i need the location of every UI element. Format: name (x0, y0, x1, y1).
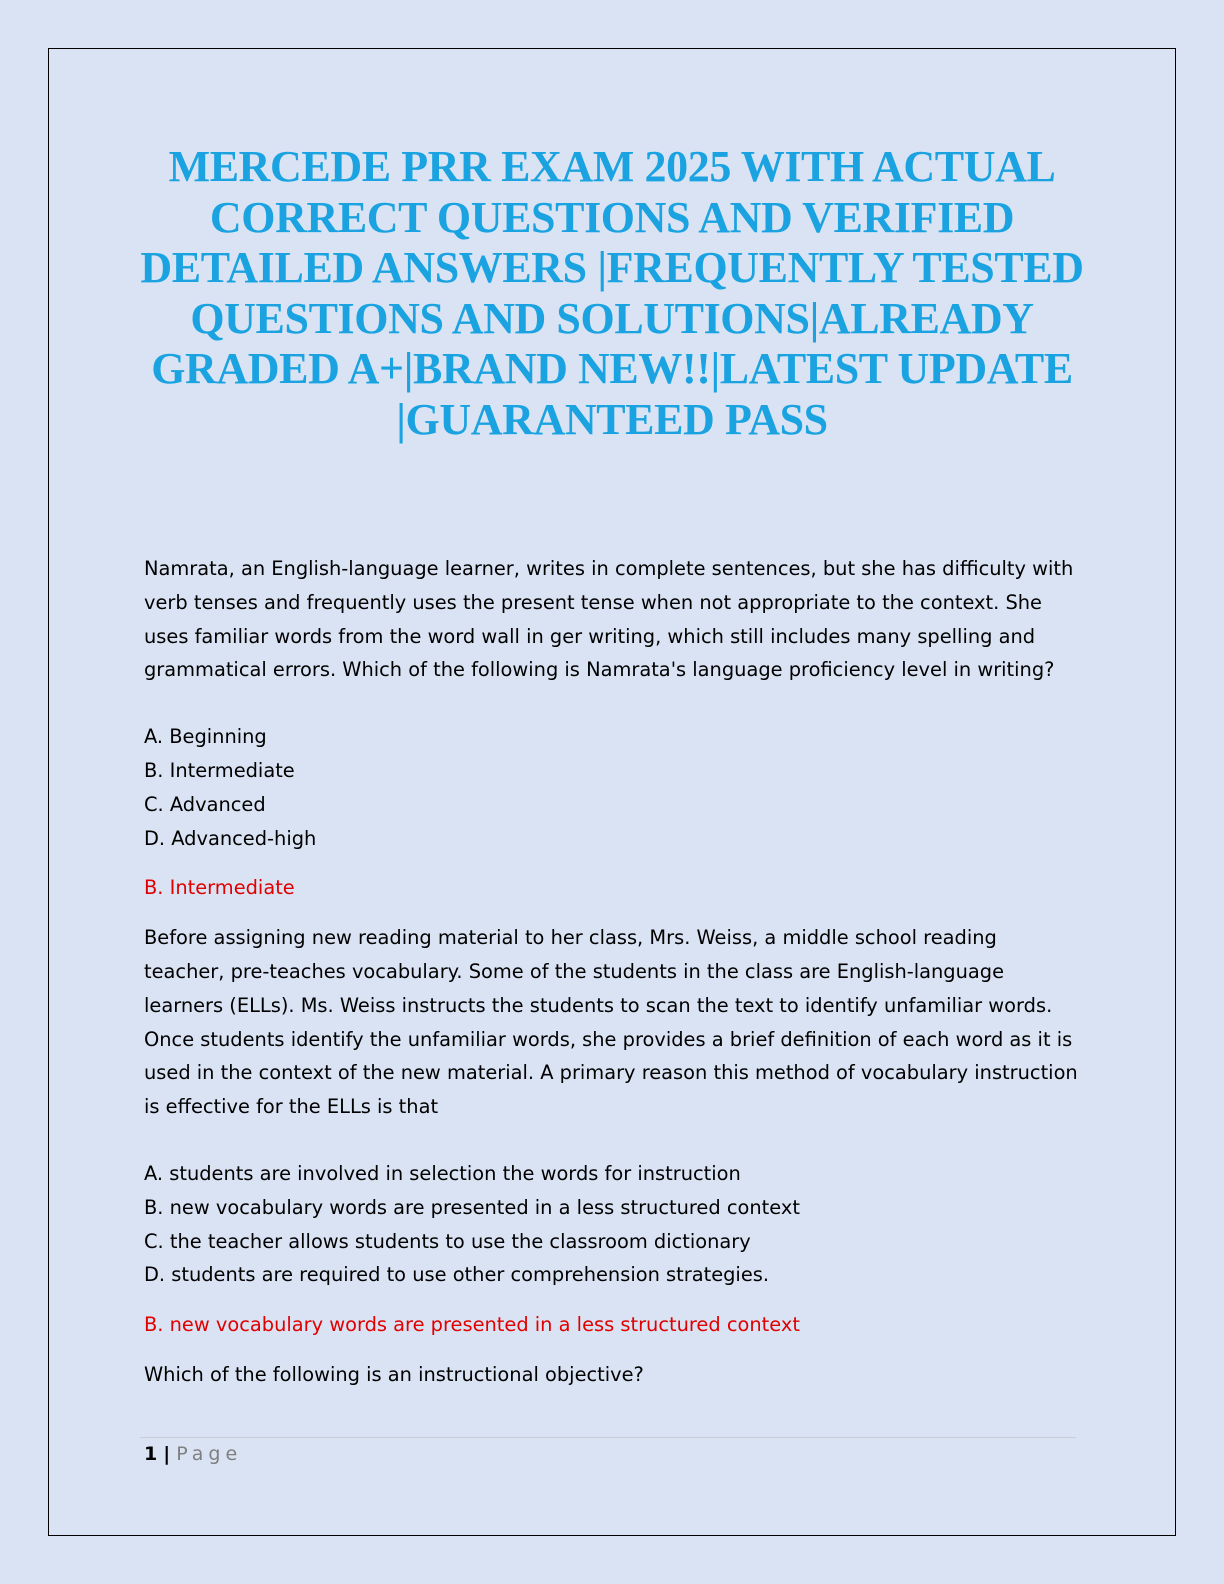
question-1-answer: B. Intermediate (144, 876, 295, 900)
question-1-option-c: C. Advanced (144, 792, 266, 816)
question-2-text: Before assigning new reading material to her class, Mrs. Weiss, a middle school reading teacher, pre-teaches vocabulary. Some of the students in the class are English-language learners (ELLs). Ms. Weiss instructs the students to scan the text to identify unfamiliar words. Once students identify the unfamiliar words, she provides a brief definition of each word as it is used in the context of the new material. A primary reason this method of vocabulary instruction is effective for the ELLs is that (144, 926, 1078, 1119)
question-1-options (144, 720, 1079, 855)
page-number: 1 (144, 1443, 158, 1465)
question-1-option-b: B. Intermediate (144, 758, 295, 782)
question-2-option-b: B. new vocabulary words are presented in a less structured context (144, 1195, 800, 1219)
question-1-option-a: A. Beginning (144, 725, 267, 749)
question-1-option-d: D. Advanced-high (144, 826, 317, 850)
question-2-option-d: D. students are required to use other comprehension strategies. (144, 1263, 770, 1287)
footer-divider (140, 1437, 1076, 1438)
question-2-options (144, 1157, 1079, 1292)
page-label: Page (176, 1443, 243, 1465)
question-1-text: Namrata, an English-language learner, writes in complete sentences, but she has difficulty with verb tenses and frequently uses the present tense when not appropriate to the context. She uses familiar words from the word wall in ger writing, which still includes many spelling and grammatical errors. Which of the following is Namrata's language proficiency level in writing? (144, 557, 1074, 682)
question-2-option-c: C. the teacher allows students to use the classroom dictionary (144, 1229, 751, 1253)
document-body (144, 552, 1079, 1392)
question-3-text: Which of the following is an instructional objective? (144, 1362, 644, 1386)
document-title: MERCEDE PRR EXAM 2025 WITH ACTUAL CORRECT QUESTIONS AND VERIFIED DETAILED ANSWERS |FREQUENTLY TESTED QUESTIONS AND SOLUTIONS|ALREADY GRADED A+|BRAND NEW!!|LATEST UPDATE |GUARANTEED PASS (140, 142, 1084, 444)
question-2-answer: B. new vocabulary words are presented in a less structured context (144, 1313, 800, 1337)
question-2-option-a: A. students are involved in selection the words for instruction (144, 1161, 741, 1185)
footer-separator: | (163, 1443, 171, 1465)
page-footer (144, 1440, 242, 1468)
